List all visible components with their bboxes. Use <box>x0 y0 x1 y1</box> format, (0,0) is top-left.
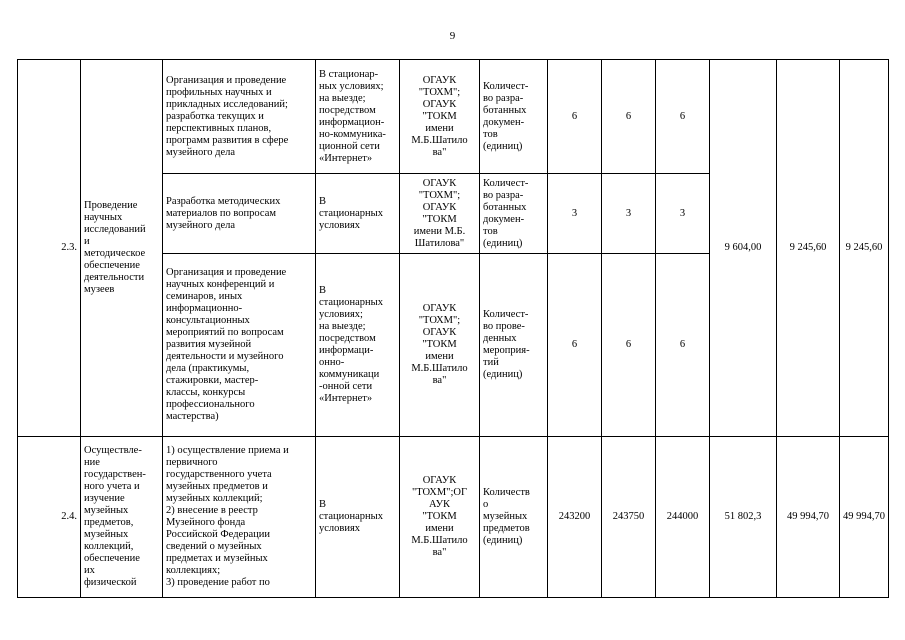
value-year-2: 6 <box>602 254 656 437</box>
conditions: В стационарных условиях <box>316 437 400 598</box>
service-name: Проведение научных исследований и методическое обеспечение деятельности музеев <box>81 60 163 437</box>
conditions: В стационарных условиях; на выезде; посредством информаци- онно- коммуникаци -онной сети «Интернет» <box>316 254 400 437</box>
value-year-1: 6 <box>548 254 602 437</box>
row-number: 2.3. <box>18 60 81 437</box>
conditions: В стационарных условиях <box>316 174 400 254</box>
row-number: 2.4. <box>18 437 81 598</box>
conditions: В стационар- ных условиях; на выезде; посредством информацион- но-коммуника- ционной сети «Интернет» <box>316 60 400 174</box>
organization: ОГАУК "ТОХМ"; ОГАУК "ТОКМ имени М.Б.Шатило ва" <box>400 60 480 174</box>
work-description: Организация и проведение научных конференций и семинаров, иных информационно- консультационных мероприятий по вопросам развития музейной деятельности и музейного дела (практикумы, стажировки, мастер- классы, конкурсы профессионального мастерства) <box>163 254 316 437</box>
services-table <box>17 59 889 598</box>
table-row <box>18 60 889 174</box>
funding-year-3: 49 994,70 <box>840 437 889 598</box>
value-year-3: 3 <box>656 174 710 254</box>
value-year-1: 6 <box>548 60 602 174</box>
value-year-2: 6 <box>602 60 656 174</box>
funding-year-3: 9 245,60 <box>840 60 889 437</box>
organization: ОГАУК "ТОХМ";ОГ АУК "ТОКМ имени М.Б.Шатило ва" <box>400 437 480 598</box>
value-year-2: 3 <box>602 174 656 254</box>
organization: ОГАУК "ТОХМ"; ОГАУК "ТОКМ имени М.Б. Шатилова" <box>400 174 480 254</box>
value-year-1: 243200 <box>548 437 602 598</box>
table-row <box>18 437 889 598</box>
funding-year-2: 49 994,70 <box>777 437 840 598</box>
organization: ОГАУК "ТОХМ"; ОГАУК "ТОКМ имени М.Б.Шатило ва" <box>400 254 480 437</box>
funding-year-1: 9 604,00 <box>710 60 777 437</box>
work-description: 1) осуществление приема и первичного государственного учета музейных предметов и музейных коллекций; 2) внесение в реестр Музейного фонда Российской Федерации сведений о музейных предметах и музейных коллекциях; 3) проведение работ по <box>163 437 316 598</box>
value-year-3: 6 <box>656 60 710 174</box>
funding-year-1: 51 802,3 <box>710 437 777 598</box>
funding-year-2: 9 245,60 <box>777 60 840 437</box>
indicator: Количест- во разра- ботанных докумен- тов (единиц) <box>480 174 548 254</box>
value-year-1: 3 <box>548 174 602 254</box>
value-year-3: 6 <box>656 254 710 437</box>
work-description: Организация и проведение профильных научных и прикладных исследований; разработка текущих и перспективных планов, программ развития в сфере музейного дела <box>163 60 316 174</box>
value-year-3: 244000 <box>656 437 710 598</box>
service-name: Осуществле- ние государствен- ного учета и изучение музейных предметов, музейных коллекций, обеспечение их физической <box>81 437 163 598</box>
work-description: Разработка методических материалов по вопросам музейного дела <box>163 174 316 254</box>
indicator: Количест- во прове- денных мероприя- тий (единиц) <box>480 254 548 437</box>
page-number: 9 <box>449 30 456 42</box>
indicator: Количест- во разра- ботанных докумен- тов (единиц) <box>480 60 548 174</box>
indicator: Количеств о музейных предметов (единиц) <box>480 437 548 598</box>
value-year-2: 243750 <box>602 437 656 598</box>
